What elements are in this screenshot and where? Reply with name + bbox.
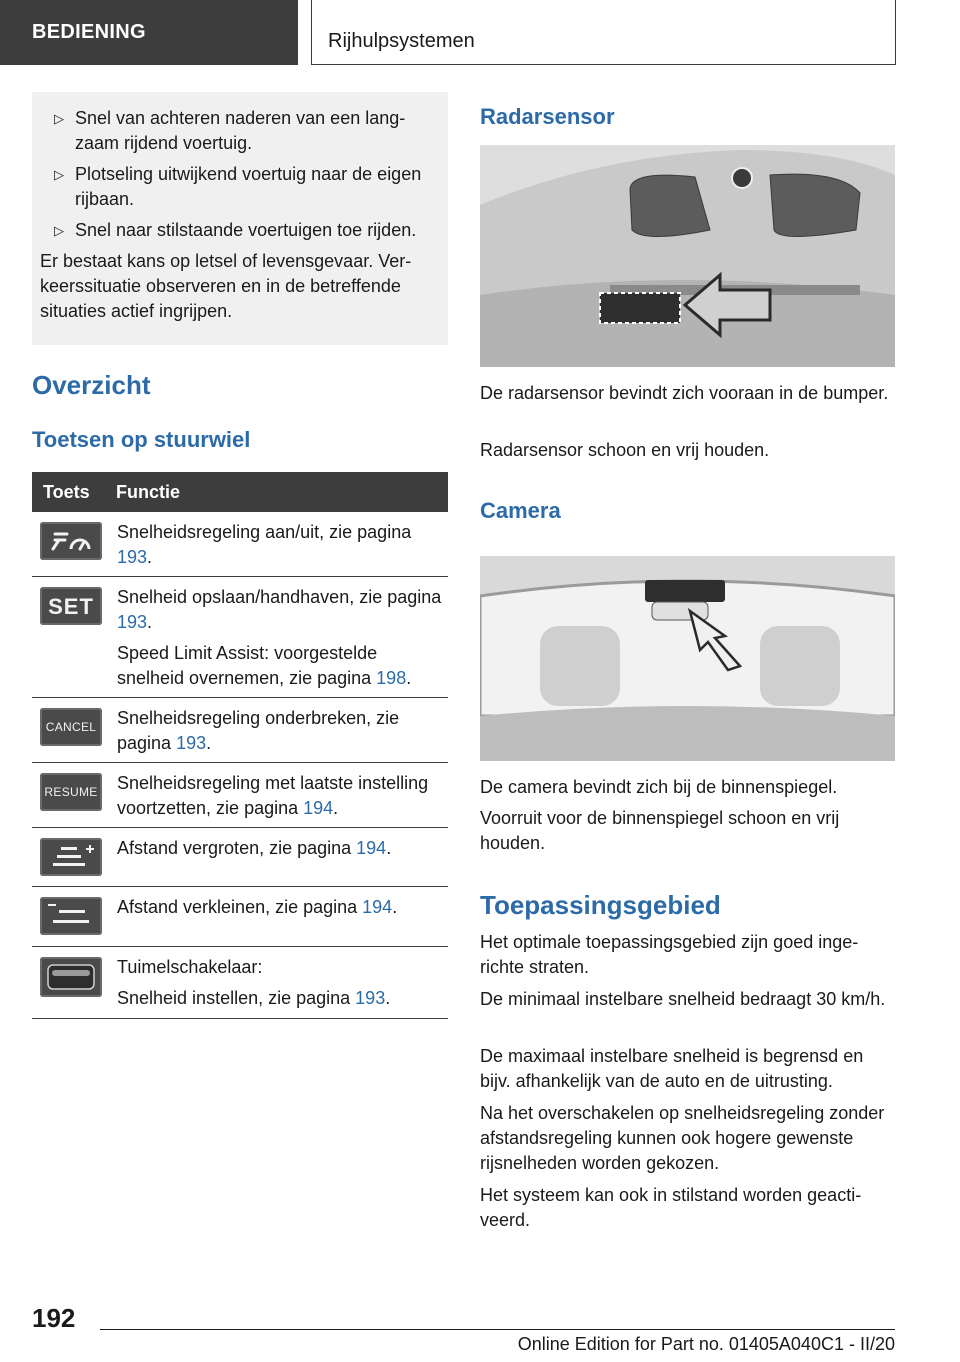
radar-heading: Radarsensor (480, 104, 615, 129)
camera-image (480, 556, 895, 761)
table-header (32, 472, 448, 512)
application-text: De minimaal instelbare snelheid bedraagt 30 km/h. (480, 989, 886, 1009)
application-text: Het optimale toepassingsgebied zijn goed ingerichte straten. (480, 932, 859, 977)
function-text: Tuimelschakelaar: (117, 957, 263, 977)
distance-plus-icon (45, 842, 97, 872)
column-header-function: Functie (116, 481, 181, 502)
function-text: Snelheid opslaan/handhaven, zie pagina 193. (117, 587, 442, 632)
application-text: Na het overschakelen op snelheidsregeling zonder afstandsregeling kunnen ook hogere gewenste rijsnelheden worden gekozen. (480, 1103, 885, 1173)
warning-text: Er bestaat kans op letsel of levensgevaar. Verkeerssituatie observeren en in de betreffende situaties actief ingrijpen. (40, 251, 412, 321)
page-link[interactable]: 193 (176, 733, 207, 753)
application-heading: Toepassingsgebied (480, 890, 721, 920)
buttons-table (32, 472, 448, 1019)
table-row (32, 577, 448, 698)
function-text: Snelheidsregeling onderbreken, zie pagina 193. (117, 708, 400, 753)
page-link[interactable]: 194 (356, 838, 387, 858)
table-row (32, 763, 448, 828)
radar-sensor-image (480, 145, 895, 367)
column-header-key: Toets (43, 481, 90, 502)
function-text: Snelheid instellen, zie pagina 193. (117, 988, 391, 1008)
footer-divider (100, 1329, 895, 1330)
warning-item-text: Snel naar stilstaande voertuigen toe rijden. (75, 220, 417, 240)
page-link[interactable]: 193 (355, 988, 386, 1008)
resume-button-icon: RESUME (40, 773, 102, 811)
warning-item (40, 162, 436, 212)
table-row (32, 698, 448, 763)
application-text: De maximaal instelbare snelheid is begrensd en bijv. afhankelijk van de auto en de uitrusting. (480, 1046, 864, 1091)
warning-item-text: Plotseling uitwijkend voertuig naar de eigen rijbaan. (75, 164, 422, 209)
table-row (32, 512, 448, 577)
function-text: Afstand verkleinen, zie pagina 194. (117, 897, 398, 917)
application-text: Het systeem kan ook in stilstand worden geactiveerd. (480, 1185, 862, 1230)
footer-edition: Online Edition for Part no. 01405A040C1 - II/20 (517, 1334, 895, 1354)
car-front-illustration (480, 145, 895, 367)
rocker-switch-icon (45, 961, 97, 993)
warning-box (32, 92, 448, 345)
distance-minus-button-icon (40, 897, 102, 935)
page-number: 192 (32, 1303, 76, 1333)
table-row (32, 947, 448, 1019)
function-text: Snelheidsregeling aan/uit, zie pagina 193. (117, 522, 412, 567)
buttons-subheading: Toetsen op stuurwiel (32, 427, 251, 452)
warning-item (40, 218, 436, 243)
radar-clean-text: Radarsensor schoon en vrij houden. (480, 440, 770, 460)
table-row (32, 887, 448, 947)
page-link[interactable]: 193 (117, 612, 148, 632)
function-text: Snelheidsregeling met laatste instelling voortzetten, zie pagina 194. (117, 773, 429, 818)
overview-heading: Overzicht (32, 370, 151, 400)
cancel-button-icon: CANCEL (40, 708, 102, 746)
triangle-bullet-icon: ▷ (54, 223, 64, 238)
warning-item-text: Snel van achteren naderen van een langzaam rijdend voertuig. (75, 108, 406, 153)
page-link[interactable]: 194 (303, 798, 334, 818)
camera-location-text: De camera bevindt zich bij de binnenspiegel. (480, 777, 838, 797)
camera-clean-text: Voorruit voor de binnenspiegel schoon en vrij houden. (480, 808, 840, 853)
distance-minus-icon (45, 901, 97, 931)
header-chapter: Rijhulpsystemen (311, 0, 896, 65)
function-text: Afstand vergroten, zie pagina 194. (117, 838, 392, 858)
radar-location-text: De radarsensor bevindt zich vooraan in de bumper. (480, 383, 889, 403)
distance-plus-button-icon (40, 838, 102, 876)
warning-item (40, 106, 436, 156)
set-button-icon: SET (40, 587, 102, 625)
camera-heading: Camera (480, 498, 561, 523)
triangle-bullet-icon: ▷ (54, 167, 64, 182)
page-link[interactable]: 194 (362, 897, 393, 917)
table-row (32, 828, 448, 887)
speedometer-icon (49, 529, 93, 553)
car-interior-illustration (480, 556, 895, 761)
function-text: Speed Limit Assist: voorgestelde snelheid overnemen, zie pagina 198. (117, 643, 412, 688)
page-link[interactable]: 198 (376, 668, 407, 688)
triangle-bullet-icon: ▷ (54, 111, 64, 126)
speed-control-button-icon (40, 522, 102, 560)
header-section: BEDIENING (0, 0, 298, 65)
rocker-switch-button-icon (40, 957, 102, 997)
page-link[interactable]: 193 (117, 547, 148, 567)
